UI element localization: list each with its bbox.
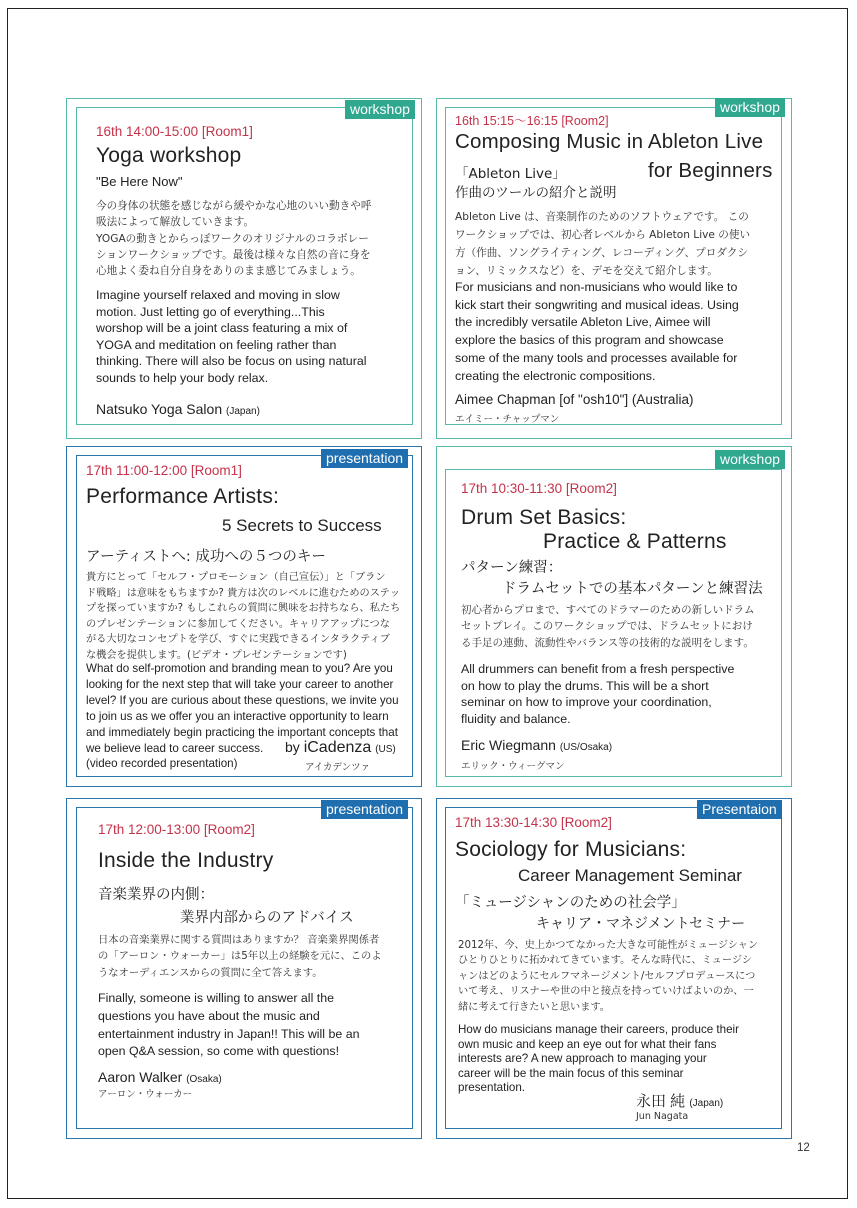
japanese-subheading: ドラムセットでの基本パターンと練習法 [502, 581, 763, 597]
english-description: Finally, someone is willing to answer all the questions you have about the music and entertainment industry in Japan!! This will be an open Q&A session, so come with questions! [98, 991, 360, 1059]
page-number: 12 [797, 1142, 810, 1154]
japanese-subheading: 作曲のツールの紹介と説明 [455, 185, 617, 201]
presenter-kana: エイミー・チャップマン [455, 414, 560, 425]
event-time: 17th 11:00-12:00 [Room1] [86, 463, 242, 478]
japanese-heading: パターン練習： [461, 560, 563, 576]
category-tag: workshop [715, 98, 785, 117]
presenter-name: Eric Wiegmann (US/Osaka) [461, 737, 613, 753]
category-tag: presentation [321, 800, 408, 819]
japanese-heading: 音楽業界の内側： [98, 887, 214, 903]
category-tag: presentation [321, 449, 408, 468]
presenter-kana: エリック・ウィーグマン [461, 761, 565, 772]
presenter-name: Natsuko Yoga Salon (Japan) [96, 401, 260, 417]
english-description: Imagine yourself relaxed and moving in slow motion. Just letting go of everything...This worshop will be a joint class featuring a mix of YOGA and meditation on feeling rather than thinking. There will also be focus on using natural sounds to help your body relax. [96, 288, 367, 385]
english-description: How do musicians manage their careers, produce their own music and keep an eye out for what their fans interests are? A new approach to managing your career will be the main focus of this seminar presentation. [458, 1023, 739, 1094]
presenter-kana: アーロン・ウォーカー [98, 1089, 193, 1100]
event-title: Yoga workshop [96, 144, 242, 167]
presenter-name: Aaron Walker (Osaka) [98, 1069, 222, 1085]
japanese-description: 2012年、今、史上かつてなかった大きな可能性がミュージシャン ひとりひとりに拓かれてきています。そんな時代に、ミュージシ ャンはどのようにセルフマネージメント/セルフプロデュースにつ いて考え、リスナーや世の中と接点を持っていけばよいのか、一 緒に考えて行きたいと思います。 [458, 940, 759, 1013]
event-title: Inside the Industry [98, 849, 274, 872]
english-description: What do self-promotion and branding mean to you? Are you looking for the next step that will take your career to another level? If you are curious about these questions, we invite you to join us as we offer you an interactive opportunity to learn and immediately begin practicing the important concepts that we believe lead to career success. (video recorded presentation) [86, 662, 399, 771]
japanese-description: 日本の音楽業界に関する質問はありますか？ 音楽業界関係者 の「アーロン・ウォーカー」は5年以上の経験を元に、このよ うなオーディエンスからの質問に全て答えます。 [98, 934, 382, 979]
event-time: 16th 14:00-15:00 [Room1] [96, 124, 253, 139]
event-subtitle: "Be Here Now" [96, 174, 183, 189]
presenter-kana: アイカデンツァ [305, 762, 371, 773]
english-description: For musicians and non-musicians who would like to kick start their songwriting and musical ideas. Using the incredibly versatile Ableton Live, Aimee will explore the basics of this program and showcase some of the many tools and processes available for creating the electronic compositions. [455, 280, 739, 383]
category-tag: Presentaion [697, 800, 782, 819]
event-subtitle: 5 Secrets to Success [222, 516, 382, 535]
japanese-description: 今の身体の状態を感じながら緩やかな心地のいい動きや呼 吸法によって解放していきます。 YOGAの動きとからっぽワークのオリジナルのコラボレー ションワークショップです。最後は様々な自然の音に身を 心地よく委ね自分自身をありのまま感じてみましょう。 [96, 200, 372, 278]
event-title: Sociology for Musicians: [455, 838, 687, 861]
presenter-name: by iCadenza (US) [285, 739, 396, 756]
event-title: Composing Music in Ableton Live [455, 130, 764, 153]
event-title: Performance Artists: [86, 485, 280, 508]
event-time: 17th 13:30-14:30 [Room2] [455, 815, 612, 830]
event-subtitle: Career Management Seminar [518, 866, 742, 885]
event-title-line2: Practice & Patterns [543, 530, 727, 553]
japanese-subheading: キャリア・マネジメントセミナー [536, 916, 746, 932]
japanese-description: 貴方にとって「セルフ・プロモーション（自己宣伝）」と「ブラン ド戦略」は意味をもちますか? 貴方は次のレベルに進むためのステッ プを探っていますか? もしこれらの質問に興味をお持ちなら、私たち のプレゼンテーションに参加してください。キャリアアップにつな がる大切なコンセプトを学び、すぐに実践できるインタラクティブ な機会を提供します。(ビデオ・プレゼンテーションです) [86, 572, 401, 661]
category-tag: workshop [715, 450, 785, 469]
presenter-name: 永田 純 (Japan) [636, 1093, 724, 1110]
category-tag: workshop [345, 100, 415, 119]
japanese-heading: 「Ableton Live」 [455, 166, 566, 182]
japanese-heading: 「ミュージシャンのための社会学」 [455, 895, 686, 911]
japanese-heading: アーティストへ: 成功への５つのキー [86, 549, 326, 565]
japanese-subheading: 業界内部からのアドバイス [180, 910, 354, 926]
event-title: Drum Set Basics: [461, 506, 627, 529]
japanese-description: 初心者からプロまで、すべてのドラマーのための新しいドラム セットプレイ。このワークショップでは、ドラムセットにおけ る手足の連動、流動性やバランス等の技術的な説明をします。 [461, 604, 755, 649]
english-description: All drummers can benefit from a fresh perspective on how to play the drums. This will be a short seminar on how to improve your coordination, fluidity and balance. [461, 662, 735, 726]
event-time: 16th 15:15〜16:15 [Room2] [455, 114, 609, 128]
event-title-line2: for Beginners [648, 159, 773, 182]
event-time: 17th 10:30-11:30 [Room2] [461, 481, 617, 496]
event-time: 17th 12:00-13:00 [Room2] [98, 822, 255, 837]
presenter-romaji: Jun Nagata [636, 1111, 689, 1122]
japanese-description: Ableton Live は、音楽制作のためのソフトウェアです。 この ワークショップでは、初心者レベルから Ableton Live の使い 方（作曲、ソングライティング、レコーディング、プロダクシ ョン、リミックスなど）を、デモを交えて紹介します。 [455, 211, 751, 277]
presenter-name: Aimee Chapman [of "osh10"] (Australia) [455, 392, 694, 407]
